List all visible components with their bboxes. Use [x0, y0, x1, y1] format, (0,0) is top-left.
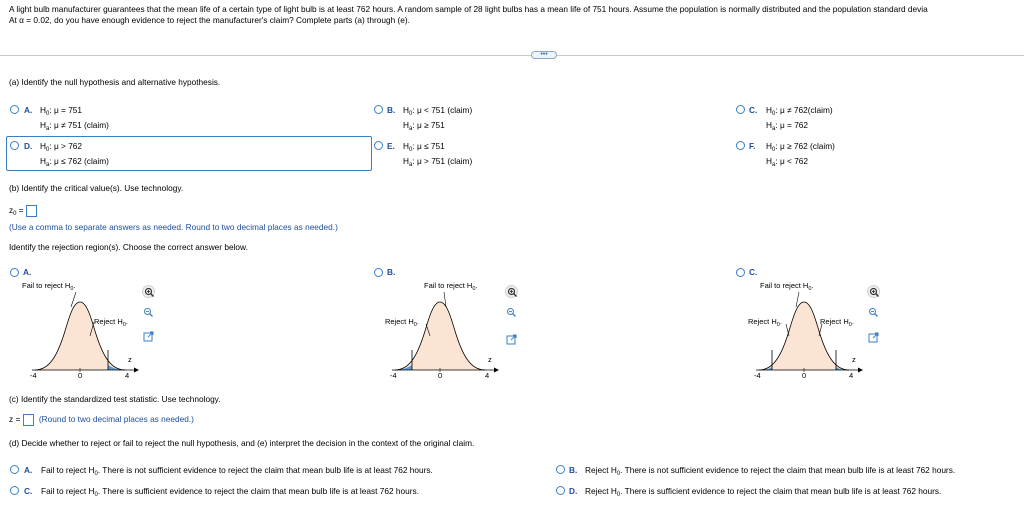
critical-value-row: $z_0$ = — [9, 205, 37, 217]
zoom-out-icon[interactable] — [142, 306, 155, 319]
graph-c-tick-right: 4 — [849, 371, 854, 380]
zoom-in-icon[interactable] — [867, 285, 880, 298]
graph-option-c-letter: C. — [749, 267, 758, 277]
graph-c-tick-mid: 0 — [802, 371, 807, 380]
option-d-ha: $H_a$: μ ≤ 762 (claim) — [40, 156, 109, 168]
option-d-radio[interactable] — [10, 141, 19, 150]
graph-a-curve-fill — [35, 302, 125, 370]
decision-option-d-text: Reject $H_0$. There is sufficient evidence to reject the claim that mean bulb life is at least 762 hours. — [585, 486, 942, 498]
graph-c-right-reject-label: Reject $H_0$. — [820, 317, 854, 328]
graph-a-tick-right: 4 — [125, 371, 130, 380]
graph-b-reject-label: Reject $H_0$. — [385, 317, 419, 328]
open-in-new-window-icon[interactable] — [867, 331, 880, 344]
decision-option-b-letter: B. — [569, 465, 578, 475]
graph-a-tick-left: -4 — [30, 371, 37, 380]
graph-b-curve-fill — [395, 302, 485, 370]
option-d-h0: $H_0$: μ > 762 — [40, 141, 83, 153]
option-e-h0: $H_0$: μ ≤ 751 — [403, 141, 445, 153]
graph-a-right-tail — [10, 276, 160, 381]
part-c-hint: (Round to two decimal places as needed.) — [38, 414, 194, 425]
graph-c-tick-left: -4 — [754, 371, 761, 380]
zoom-out-icon[interactable] — [505, 306, 518, 319]
option-e-letter: E. — [387, 141, 395, 151]
decision-option-a-radio[interactable] — [10, 465, 19, 474]
test-statistic-row: z = (Round to two decimal places as needed.) — [9, 414, 194, 425]
option-a-letter: A. — [24, 105, 33, 115]
option-f-letter: F. — [749, 141, 756, 151]
critical-value-input[interactable] — [26, 205, 37, 217]
zoom-in-icon[interactable] — [142, 285, 155, 298]
option-c-radio[interactable] — [736, 105, 745, 114]
option-f-ha: $H_a$: μ < 762 — [766, 156, 809, 168]
part-d-prompt: (d) Decide whether to reject or fail to reject the null hypothesis, and (e) interpret the decision in the context of the original claim. — [9, 438, 475, 448]
problem-line-2: At α = 0.02, do you have enough evidence to reject the manufacturer's claim? Complete parts (a) through (e). — [9, 15, 410, 25]
rejection-region-prompt: Identify the rejection region(s). Choose the correct answer below. — [9, 242, 248, 252]
option-c-h0: $H_0$: μ ≠ 762(claim) — [766, 105, 833, 117]
graph-b-fail-label: Fail to reject $H_0$. — [424, 281, 478, 292]
option-b-letter: B. — [387, 105, 396, 115]
graph-b-z-label: z — [488, 355, 492, 364]
decision-option-d-letter: D. — [569, 486, 578, 496]
graph-a-fail-label: Fail to reject $H_0$. — [22, 281, 76, 292]
decision-option-d-radio[interactable] — [556, 486, 565, 495]
graph-b-axis-arrow — [494, 368, 499, 373]
section-divider — [0, 55, 1024, 56]
graph-b-tick-mid: 0 — [438, 371, 443, 380]
graph-option-b-letter: B. — [387, 267, 396, 277]
graph-c-fail-label: Fail to reject $H_0$. — [760, 281, 814, 292]
graph-c-left-reject-pointer — [786, 324, 789, 336]
graph-b-tick-right: 4 — [485, 371, 490, 380]
option-c-ha: $H_a$: μ = 762 — [766, 120, 809, 132]
part-b-hint: (Use a comma to separate answers as needed. Round to two decimal places as needed.) — [9, 222, 338, 232]
open-in-new-window-icon[interactable] — [505, 333, 518, 346]
option-a-ha: $H_a$: μ ≠ 751 (claim) — [40, 120, 109, 132]
option-b-ha: $H_a$: μ ≥ 751 — [403, 120, 445, 132]
option-e-radio[interactable] — [374, 141, 383, 150]
decision-option-a-letter: A. — [24, 465, 33, 475]
part-b-prompt: (b) Identify the critical value(s). Use technology. — [9, 183, 184, 193]
decision-option-b-text: Reject $H_0$. There is not sufficient evidence to reject the claim that mean bulb life is at least 762 hours. — [585, 465, 956, 477]
graph-c-two-tail — [734, 276, 884, 381]
graph-c-z-label: z — [852, 355, 856, 364]
option-b-h0: $H_0$: μ < 751 (claim) — [403, 105, 473, 117]
option-f-radio[interactable] — [736, 141, 745, 150]
problem-line-1: A light bulb manufacturer guarantees that the mean life of a certain type of light bulb is at least 762 hours. A random sample of 28 light bulbs has a mean life of 751 hours. Assume the population is normally distributed and the population standard devia — [9, 4, 928, 14]
option-a-h0: $H_0$: μ = 751 — [40, 105, 83, 117]
zoom-out-icon[interactable] — [867, 306, 880, 319]
option-a-radio[interactable] — [10, 105, 19, 114]
graph-c-axis-arrow — [858, 368, 863, 373]
decision-option-c-radio[interactable] — [10, 486, 19, 495]
graph-c-curve-fill — [759, 302, 849, 370]
option-b-radio[interactable] — [374, 105, 383, 114]
graph-b-left-tail — [370, 276, 520, 381]
expand-divider-button[interactable]: ••• — [531, 51, 557, 59]
decision-option-b-radio[interactable] — [556, 465, 565, 474]
part-c-prompt: (c) Identify the standardized test statistic. Use technology. — [9, 394, 221, 404]
zoom-in-icon[interactable] — [505, 285, 518, 298]
decision-option-c-text: Fail to reject $H_0$. There is sufficient evidence to reject the claim that mean bulb life is at least 762 hours. — [41, 486, 419, 498]
option-e-ha: $H_a$: μ > 751 (claim) — [403, 156, 473, 168]
graph-a-reject-label: Reject $H_0$. — [94, 317, 128, 328]
open-in-new-window-icon[interactable] — [142, 330, 155, 343]
graph-a-z-label: z — [128, 355, 132, 364]
graph-option-a-letter: A. — [23, 267, 32, 277]
graph-b-tick-left: -4 — [390, 371, 397, 380]
decision-option-c-letter: C. — [24, 486, 33, 496]
graph-c-fail-pointer — [796, 292, 799, 307]
graph-a-tick-mid: 0 — [78, 371, 83, 380]
part-a-prompt: (a) Identify the null hypothesis and alternative hypothesis. — [9, 77, 221, 87]
graph-a-axis-arrow — [134, 368, 139, 373]
decision-option-a-text: Fail to reject $H_0$. There is not sufficient evidence to reject the claim that mean bulb life is at least 762 hours. — [41, 465, 433, 477]
test-statistic-input[interactable] — [23, 414, 34, 426]
option-d-letter: D. — [24, 141, 33, 151]
graph-c-left-reject-label: Reject $H_0$. — [748, 317, 782, 328]
option-f-h0: $H_0$: μ ≥ 762 (claim) — [766, 141, 835, 153]
option-c-letter: C. — [749, 105, 758, 115]
